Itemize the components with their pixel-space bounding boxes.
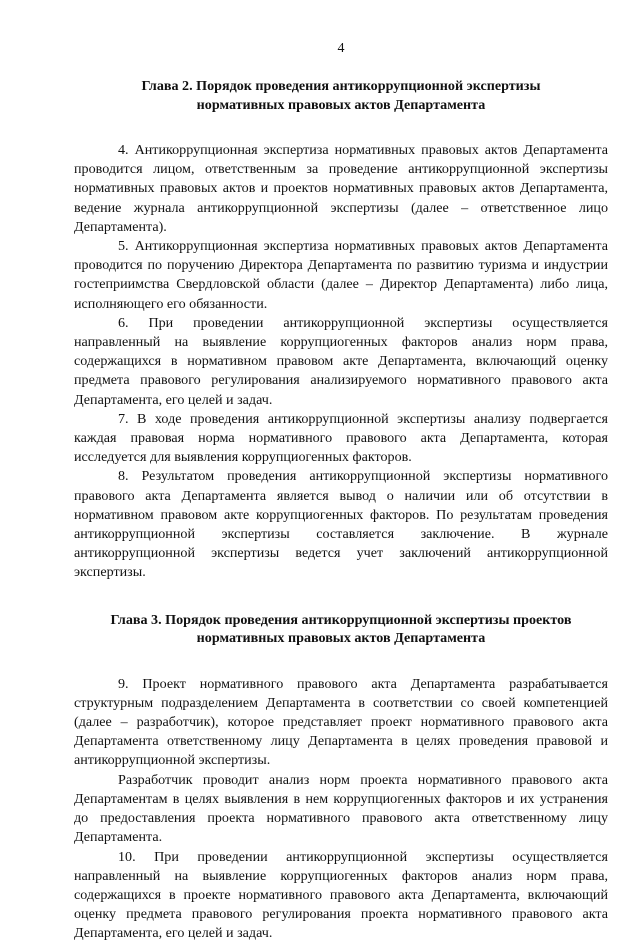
paragraph-6: 6. При проведении антикоррупционной экспертизы осуществляется направленный на выявление коррупциогенных факторов анализ норм права, содержащихся в нормативном правовом акте Департамента, включающий оценку предмета правового регулирования анализируемого нормативного правового акта Департамента, его целей и задач. bbox=[74, 314, 608, 408]
chapter-2-title-line-2: нормативных правовых актов Департамента bbox=[196, 96, 486, 113]
chapter-3-title-line-1: Глава 3. Порядок проведения антикоррупционной экспертизы проектов bbox=[110, 611, 572, 628]
chapter-3-title-line-2: нормативных правовых актов Департамента bbox=[196, 630, 486, 647]
spacer bbox=[74, 583, 608, 611]
paragraph-9: 9. Проект нормативного правового акта Департамента разрабатывается структурным подразделением Департамента в соответствии со своей компетенцией (далее – разработчик), которое представляет проект нормативного правового акта Департамента ответственному лицу Департамента в целях проведения правовой и антикоррупционной экспертизы. bbox=[74, 675, 608, 769]
paragraph-5: 5. Антикоррупционная экспертиза нормативных правовых актов Департамента проводится по поручению Директора Департамента по развитию туризма и индустрии гостеприимства Свердловской области (далее – Директор Департамента) либо лица, исполняющего его обязанности. bbox=[74, 238, 608, 312]
paragraph-7: 7. В ходе проведения антикоррупционной экспертизы анализу подвергается каждая правовая норма нормативного правового акта Департамента, которая исследуется для выявления коррупциогенных факторов. bbox=[74, 410, 608, 466]
chapter-2-title bbox=[74, 77, 608, 114]
spacer bbox=[74, 129, 608, 141]
paragraph-8: 8. Результатом проведения антикоррупционной экспертизы нормативного правового акта Департамента является вывод о наличии или об отсутствии в нормативном правовом акте коррупциогенных факторов. По результатам проведения антикоррупционной экспертизы составляется заключение. В журнале антикоррупционной экспертизы ведется учет заключений антикоррупционной экспертизы. bbox=[74, 468, 608, 581]
spacer bbox=[74, 663, 608, 675]
paragraph-developer: Разработчик проводит анализ норм проекта нормативного правового акта Департаментам в целях выявления в нем коррупциогенных факторов и их устранения до предоставления проекта нормативного правового акта ответственному лицу Департамента. bbox=[74, 771, 608, 846]
page-number: 4 bbox=[337, 41, 345, 56]
chapter-3-title bbox=[74, 611, 608, 648]
chapter-2-title-line-1: Глава 2. Порядок проведения антикоррупционной экспертизы bbox=[141, 78, 541, 94]
paragraph-4: 4. Антикоррупционная экспертиза нормативных правовых актов Департамента проводится лицом, ответственным за проведение антикоррупционной экспертизы нормативных правовых актов и проектов нормативных правовых актов Департамента, ведение журнала антикоррупционной экспертизы (далее – ответственное лицо Департамента). bbox=[74, 142, 608, 235]
paragraph-10: 10. При проведении антикоррупционной экспертизы осуществляется направленный на выявление коррупциогенных факторов анализ норм права, содержащихся в проекте нормативного правового акта Департамента, включающий оценку предмета правового регулирования проекта нормативного правового акта Департамента, его целей и задач. bbox=[74, 848, 608, 942]
